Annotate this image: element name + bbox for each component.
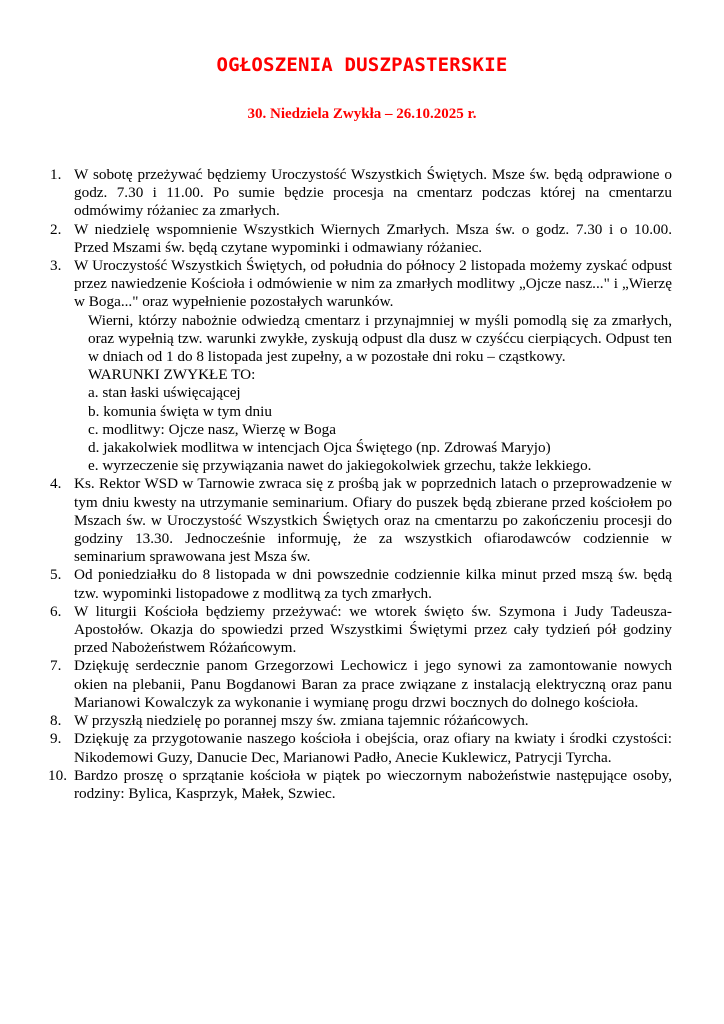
item-text: W Uroczystość Wszystkich Świętych, od południa do północy 2 listopada możemy zyskać odpust przez nawiedzenie Kościoła i odmówienie w nim za zmarłych modlitwy „Ojcze nasz..." i „Wierzę w Boga..." oraz wypełnienie pozostałych warunków. [74, 257, 672, 311]
document-title: OGŁOSZENIA DUSZPASTERSKIE [216, 54, 508, 76]
announcement-item-8 [50, 712, 672, 730]
condition-item: e. wyrzeczenie się przywiązania nawet do jakiegokolwiek grzechu, także lekkiego. [88, 457, 592, 475]
item-text: Dziękuję za przygotowanie naszego kościoła i obejścia, oraz ofiary na kwiaty i środki czystości: Nikodemowi Guzy, Danucie Dec, Marianowi Padło, Anecie Kuklewicz, Patrycji Tyrcha. [74, 730, 672, 766]
announcement-item-6 [50, 603, 672, 658]
condition-item: d. jakakolwiek modlitwa w intencjach Ojca Świętego (np. Zdrowaś Maryjo) [88, 439, 551, 457]
item-text: W liturgii Kościoła będziemy przeżywać: we wtorek święto św. Szymona i Judy Tadeusza-Apostołów. Okazja do spowiedzi przed Wszystkimi Świętymi przez cały tydzień pół godziny przed Nabożeństwem Różańcowym. [74, 602, 672, 657]
item-text: Dziękuję serdecznie panom Grzegorzowi Lechowicz i jego synowi za zamontowanie nowych okien na plebanii, Panu Bogdanowi Baran za prace związane z instalacją elektryczną oraz panu Marianowi Kowalczyk za wykonanie i wymianę progu drzwi bocznych do dolnego kościoła. [74, 657, 672, 711]
item-text: Od poniedziałku do 8 listopada w dni powszednie codziennie kilka minut przed mszą św. będą tzw. wypominki listopadowe z modlitwą za tych zmarłych. [74, 566, 672, 602]
announcement-item-4 [50, 475, 672, 566]
announcement-item-9 [50, 730, 672, 766]
indulgence-note: Wierni, którzy nabożnie odwiedzą cmentarz i przynajmniej w myśli pomodlą się za zmarłych, oraz wypełnią tzw. warunki zwykłe, zyskują odpust dla dusz w czyśćcu cierpiących. Odpust ten w dniach od 1 do 8 listopada jest zupełny, a w pozostałe dni roku – cząstkowy. [88, 311, 672, 366]
item-text: W sobotę przeżywać będziemy Uroczystość Wszystkich Świętych. Msze św. będą odprawione o godz. 7.30 i 11.00. Po sumie będzie procesja na cmentarz podczas której na cmentarzu odmówimy różaniec za zmarłych. [74, 166, 672, 220]
condition-item: b. komunia święta w tym dniu [88, 402, 272, 420]
document-subtitle: 30. Niedziela Zwykła – 26.10.2025 r. [247, 106, 477, 122]
item-text: W przyszłą niedzielę po porannej mszy św. zmiana tajemnic różańcowych. [74, 712, 529, 730]
announcements-list [50, 166, 672, 803]
announcement-item-5 [50, 566, 672, 602]
announcement-item-2 [50, 221, 672, 257]
item-number: 6. [50, 602, 62, 620]
item-text: W niedzielę wspomnienie Wszystkich Wiernych Zmarłych. Msza św. o godz. 7.30 i o 10.00. Przed Mszami św. będą czytane wypominki i odmawiany różaniec. [74, 220, 672, 256]
item-number: 5. [50, 566, 62, 584]
condition-item: c. modlitwy: Ojcze nasz, Wierzę w Boga [88, 420, 336, 438]
item-number: 4. [50, 475, 62, 493]
announcement-item-10 [50, 767, 672, 803]
item-number: 10. [48, 766, 67, 784]
item-number: 8. [50, 712, 62, 730]
condition-item: a. stan łaski uświęcającej [88, 384, 241, 402]
item-text: Bardzo proszę o sprzątanie kościoła w piątek po wieczornym nabożeństwie następujące osoby, rodziny: Bylica, Kasprzyk, Małek, Szwiec. [74, 766, 672, 802]
announcement-item-7 [50, 657, 672, 712]
item-number: 9. [50, 730, 62, 748]
item-text: Ks. Rektor WSD w Tarnowie zwraca się z prośbą jak w poprzednich latach o przeprowadzenie w tym dniu kwesty na utrzymanie seminarium. Ofiary do puszek będą zbierane przed kościołem po Mszach św. w Uroczystość Wszystkich Świętych oraz na cmentarzu po zakończeniu procesji do godziny 13.30. Jednocześnie informuję, że za wszystkich ofiarodawców codziennie w seminarium sprawowana jest Msza św. [74, 475, 672, 566]
announcement-item-1 [50, 166, 672, 221]
conditions-heading: WARUNKI ZWYKŁE TO: [88, 366, 256, 384]
announcement-item-3 [50, 257, 672, 475]
item-number: 1. [50, 166, 62, 183]
item-number: 2. [50, 220, 62, 238]
item-number: 3. [50, 257, 62, 275]
item-number: 7. [50, 657, 62, 675]
